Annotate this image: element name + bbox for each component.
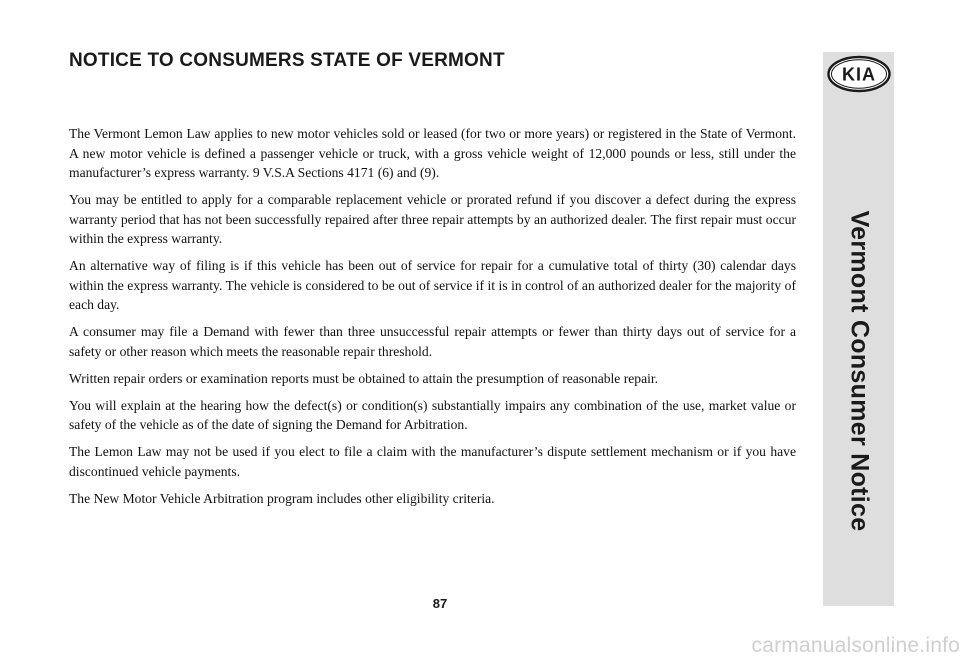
kia-logo-icon — [827, 55, 891, 93]
page-title: NOTICE TO CONSUMERS STATE OF VERMONT — [69, 50, 505, 71]
paragraph-3: An alternative way of filing is if this vehicle has been out of service for repair for a cumulative total of thirty (30) calendar days within the express warranty. The vehicle is considered to be out of service if it is in control of an authorized dealer for the majority of each day. — [69, 258, 796, 312]
paragraph-4: A consumer may file a Demand with fewer than three unsuccessful repair attempts or fewer than thirty days out of service for a safety or other reason which meets the reasonable repair threshold. — [69, 324, 796, 359]
watermark: carmanualsonline.info — [751, 634, 960, 657]
side-tab — [823, 52, 894, 606]
paragraph-5: Written repair orders or examination reports must be obtained to attain the presumption of reasonable repair. — [69, 370, 659, 386]
paragraph-7: The Lemon Law may not be used if you elect to file a claim with the manufacturer’s dispute settlement mechanism or if you have discontinued vehicle payments. — [69, 444, 796, 479]
side-tab-title: Vermont Consumer Notice — [845, 210, 873, 532]
page-number: 87 — [432, 596, 448, 611]
paragraph-8: The New Motor Vehicle Arbitration program includes other eligibility criteria. — [69, 490, 495, 506]
paragraph-1: The Vermont Lemon Law applies to new motor vehicles sold or leased (for two or more years) or registered in the State of Vermont. A new motor vehicle is defined a passenger vehicle or truck, with a gross vehicle weight of 12,000 pounds or less, still under the manufacturer’s express warranty. 9 V.S.A Sections 4171 (6) and (9). — [69, 126, 796, 180]
paragraph-2: You may be entitled to apply for a comparable replacement vehicle or prorated refund if you discover a defect during the express warranty period that has not been successfully repaired after three repair attempts by an authorized dealer. The first repair must occur within the express warranty. — [69, 192, 796, 246]
paragraph-6: You will explain at the hearing how the defect(s) or condition(s) substantially impairs any combination of the use, market value or safety of the vehicle as of the date of signing the Demand for Arbitration. — [69, 397, 796, 432]
kia-logo-text: KIA — [842, 64, 876, 85]
body-text — [69, 124, 796, 516]
